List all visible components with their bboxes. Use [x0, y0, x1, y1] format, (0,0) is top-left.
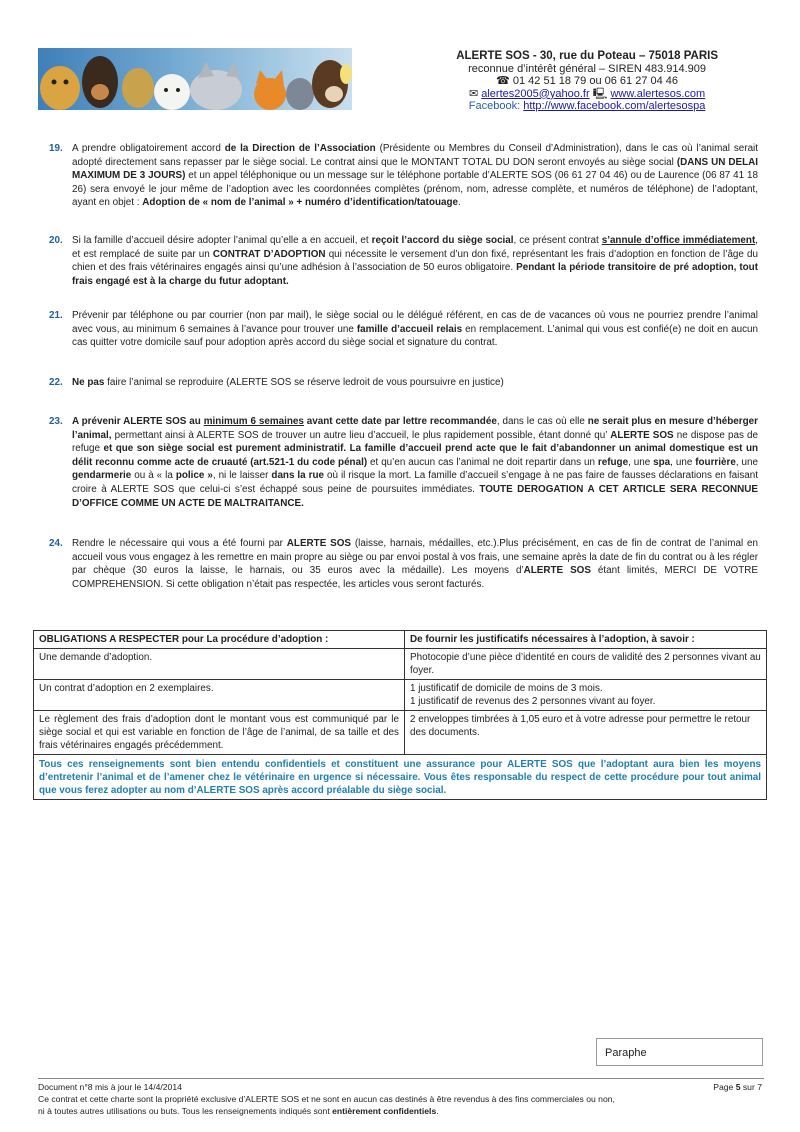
animals-illustration [38, 48, 352, 110]
table-header-row [34, 631, 767, 649]
paraphe-box[interactable]: Paraphe [596, 1038, 763, 1066]
legal-notice-2: ni à toutes autres utilisations ou buts. Tous les renseignements indiqués sont entièrement confidentiels. [38, 1105, 439, 1116]
article-number: 23. [49, 416, 63, 427]
legal-notice-1: Ce contrat et cette charte sont la propriété exclusive d’ALERTE SOS et ne sont en aucun cas destinés à être revendus à des fins commerciales ou non, [38, 1093, 615, 1104]
article-22 [40, 376, 758, 390]
table-cell: Le règlement des frais d’adoption dont le montant vous est communiqué par le siège social et qui est variable en fonction de l’âge de l’animal, de sa taille et des frais vétérinaires engagés précédemment. [34, 711, 405, 755]
phone-numbers: 01 42 51 18 79 ou 06 61 27 04 46 [512, 75, 679, 88]
contact-line [456, 88, 718, 101]
email-icon: ✉ [468, 87, 482, 100]
table-row [34, 649, 767, 680]
table-cell: Une demande d’adoption. [34, 649, 405, 680]
article-text: Prévenir par téléphone ou par courrier (non par mail), le siège social ou le délégué référent, en cas de de vacances où vous ne pourriez prendre l’animal avec vous, au minimum 6 semaines à l’avance pour trouver une famille d’accueil relais en remplacement. L’animal qui vous est confié(e) ne doit en aucun cas quitter votre domicile sauf pour adoption après accord du siège social et signature du contrat. [72, 310, 758, 349]
document-version: Document n°8 mis à jour le 14/4/2014 [38, 1082, 182, 1092]
table-cell: Photocopie d’une pièce d’identité en cours de validité des 2 personnes vivant au foyer. [405, 649, 767, 680]
page-number: Page 5 sur 7 [713, 1082, 762, 1092]
website-link[interactable]: www.alertesos.com [610, 87, 706, 100]
logo-banner [38, 48, 352, 110]
table-cell: Un contrat d’adoption en 2 exemplaires. [34, 680, 405, 711]
article-number: 20. [49, 235, 63, 246]
article-text: A prévenir ALERTE SOS au minimum 6 semaines avant cette date par lettre recommandée, dans le cas où elle ne serait plus en mesure d’héberger l’animal, permettant ainsi à ALERTE SOS de trouver un autre lieu d’accueil, le plus rapidement possible, étant donné qu’ ALERTE SOS ne dispose pas de refuge et que son siège social est purement administratif. La famille d’accueil prend acte que le fait d’abandonner un animal domestique est un délit reconnu comme acte de cruauté (art.521-1 du code pénal) et qu’en aucun cas l’animal ne doit repartir dans un refuge, une spa, une fourrière, une gendarmerie ou à « la police », ni le laisser dans la rue où il risque la mort. La famille d’accueil s’engage à ne pas faire de fausses déclarations en faisant croire à ALERTE SOS que celui-ci s’est échappé sous peine de poursuites immédiates. TOUTE DEROGATION A CET ARTICLE SERA RECONNUE D’OFFICE COMME UN ACTE DE MALTRAITANCE. [72, 416, 759, 509]
table-header-cell: OBLIGATIONS A RESPECTER pour La procédure d’adoption : [34, 631, 405, 649]
article-text: Si la famille d’accueil désire adopter l’animal qu’elle a en accueil, et reçoit l’accord du siège social, ce présent contrat s’annule d’office immédiatement, et est remplacé de suite par un CONTRAT D’ADOPTION qui nécessite le versement d’un don fixé, représentant les frais d’adoption en fonction de l’âge du chien et des frais vétérinaires engagés ainsi qu’une adhésion à l’association de 50 euros obligatoire. Pendant la période transitoire de pré adoption, tout frais engagé est à la charge du futur adoptant. [72, 235, 759, 287]
table-cell: 2 enveloppes timbrées à 1,05 euro et à votre adresse pour permettre le retour des documents. [405, 711, 767, 755]
org-recognition: reconnue d’intérêt général – SIREN 483.914.909 [468, 62, 707, 75]
org-address: ALERTE SOS - 30, rue du Poteau – 75018 PARIS [456, 50, 718, 62]
table-row [34, 680, 767, 711]
computer-icon: 🖳 [589, 87, 611, 100]
article-number: 21. [49, 310, 63, 321]
confidentiality-note: Tous ces renseignements sont bien entendu confidentiels et constituent une assurance pour ALERTE SOS que l’adoptant aura bien les moyens d’entretenir l’animal et de l’amener chez le vétérinaire en urgence si nécessaire. Vous êtes responsable du respect de cette procédure pour tout animal que vous ferez adopter au nom d’ALERTE SOS après accord préalable du siège social. [34, 755, 767, 800]
article-number: 19. [49, 143, 63, 154]
article-21 [40, 309, 758, 350]
footer-divider [38, 1078, 764, 1079]
phone-icon: ☎ [496, 75, 513, 88]
footer [38, 1082, 762, 1117]
facebook-label: Facebook: [468, 100, 521, 113]
article-text: A prendre obligatoirement accord de la Direction de l’Association (Présidente ou Membres du Conseil d’Administration), dans le cas où l’animal serait adopté directement sans repasser par le siège social. Le contrat ainsi que le MONTANT TOTAL DU DON seront envoyés au siège social (DANS UN DELAI MAXIMUM DE 3 JOURS) et un appel téléphonique ou un message sur le téléphone portable d’ALERTE SOS (06 61 27 04 46) ou de Laurence (06 87 41 18 26) sera envoyé le jour même de l’adoption avec les coordonnées complètes (prénom, nom, adresse complète, et numéros de téléphone) de l’adoptant, ayant en objet : Adoption de « nom de l’animal » + numéro d’identification/tatouage. [72, 143, 758, 209]
facebook-link[interactable]: http://www.facebook.com/alertesospa [523, 100, 706, 113]
article-number: 24. [49, 538, 63, 549]
article-text: Ne pas faire l’animal se reproduire (ALERTE SOS se réserve ledroit de vous poursuivre en justice) [72, 377, 504, 388]
facebook-line [456, 100, 718, 113]
article-23 [40, 415, 758, 510]
article-19 [40, 142, 758, 210]
table-note-row [34, 755, 767, 800]
adoption-obligations-table [33, 630, 767, 800]
article-24 [40, 537, 758, 591]
email-link[interactable]: alertes2005@yahoo.fr [481, 87, 590, 100]
table-cell: 1 justificatif de domicile de moins de 3 mois. 1 justificatif de revenus des 2 personnes vivant au foyer. [405, 680, 767, 711]
article-text: Rendre le nécessaire qui vous a été fourni par ALERTE SOS (laisse, harnais, médailles, etc.).Plus précisément, en cas de fin de contrat de l’animal en accueil vous vous engagez à les remettre en main propre au siège ou par envoi postal à vos frais, une semaine après la date de fin du contrat ou à les régler par chèque (30 euros la laisse, le harnais, ou 35 euros avec la médaille). Les moyens d’ALERTE SOS étant limités, MERCI DE VOTRE COMPREHENSION. Si cette obligation n’était pas respectée, les articles vous seront facturés. [72, 538, 758, 590]
table-row [34, 711, 767, 755]
phone-line [456, 75, 718, 88]
article-20 [40, 234, 758, 288]
table-header-cell: De fournir les justificatifs nécessaires à l’adoption, à savoir : [405, 631, 767, 649]
article-number: 22. [49, 377, 63, 388]
association-header [456, 50, 718, 113]
